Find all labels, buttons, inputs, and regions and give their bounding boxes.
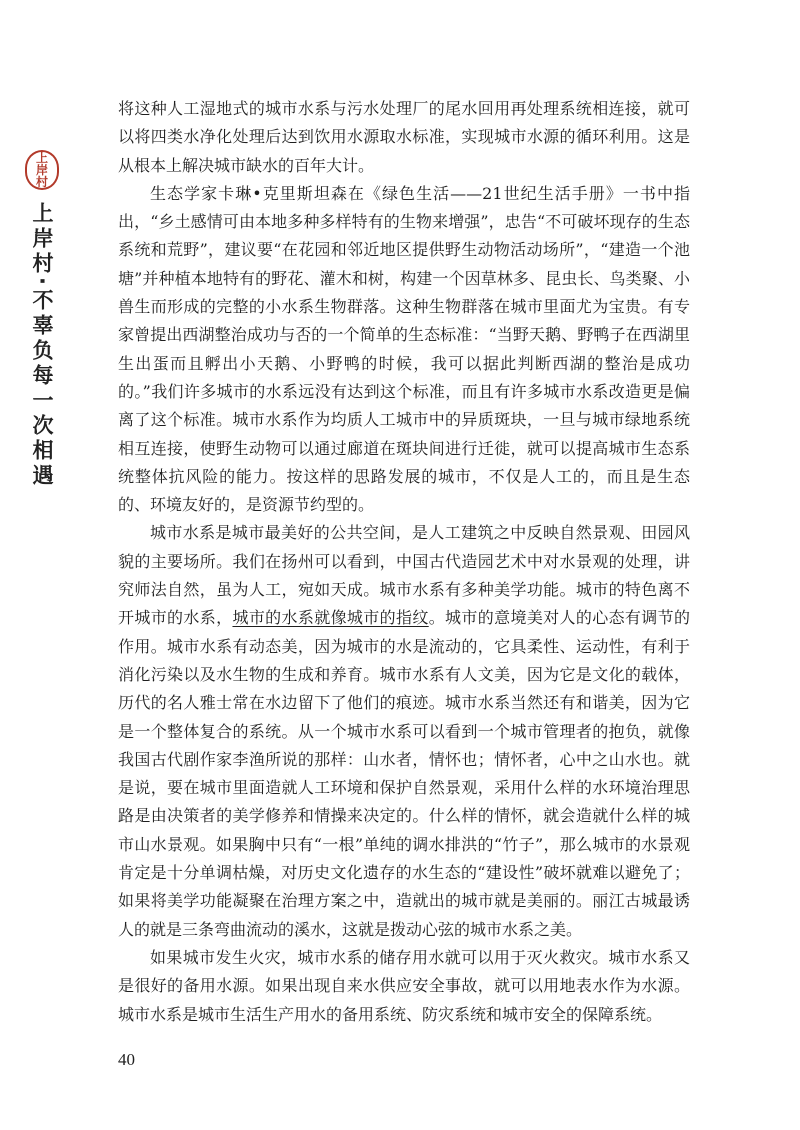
page-number: 40 — [118, 1050, 135, 1069]
body-text — [118, 95, 690, 1029]
paragraph-3 — [118, 519, 690, 943]
seal-char: 村 — [35, 175, 48, 189]
paragraph-1: 将这种人工湿地式的城市水系与污水处理厂的尾水回用再处理系统相连接，就可以将四类水净化处理后达到饮用水源取水标准，实现城市水源的循环利用。这是从根本上解决城市缺水的百年大计。 — [118, 99, 690, 175]
paragraph-3-part-a: 城市水系是城市最美好的公共空间，是人工建筑之中反映自然景观、田园风貌的主要场所。我们在扬州可以看到，中国古代造园艺术中对水景观的处理，讲究师法自然，虽为人工，宛如天成。城市水系有多种美学功能。城市的特色离不开城市的水系， — [118, 523, 690, 628]
side-rail — [22, 150, 62, 489]
seal-char: 上 — [35, 151, 48, 165]
underlined-phrase: 城市的水系就像城市的指纹 — [232, 608, 429, 628]
paragraph-2: 生态学家卡琳•克里斯坦森在《绿色生活——21世纪生活手册》一书中指出，“乡土感情可由本地多种多样特有的生物来增强”，忠告“不可破坏现存的生态系统和荒野”，建议要“在花园和邻近地区提供野生动物活动场所”，“建造一个池塘”并种植本地特有的野花、灌木和树，构建一个因草林多、昆虫长、鸟类聚、小兽生而形成的完整的小水系生物群落。这种生物群落在城市里面尤为宝贵。有专家曾提出西湖整治成功与否的一个简单的生态标准：“当野天鹅、野鸭子在西湖里生出蛋而且孵出小天鹅、小野鸭的时候，我可以据此判断西湖的整治是成功的。”我们许多城市的水系远没有达到这个标准，而且有许多城市水系改造更是偏离了这个标准。城市水系作为均质人工城市中的异质斑块，一旦与城市绿地系统相互连接，使野生动物可以通过廊道在斑块间进行迁徙，就可以提高城市生态系统整体抗风险的能力。按这样的思路发展的城市，不仅是人工的，而且是生态的、环境友好的，是资源节约型的。 — [118, 183, 690, 515]
running-title: 上岸村·不辜负每一次相遇 — [30, 202, 54, 489]
paragraph-4: 如果城市发生火灾，城市水系的储存用水就可以用于灭火救灾。城市水系又是很好的备用水源。如果出现自来水供应安全事故，就可以用地表水作为水源。城市水系是城市生活生产用水的备用系统、防灾系统和城市安全的保障系统。 — [118, 947, 690, 1024]
seal-stamp — [25, 150, 59, 190]
paragraph-3-part-b: 。城市的意境美对人的心态有调节的作用。城市水系有动态美，因为城市的水是流动的，它具柔性、运动性，有利于消化污染以及水生物的生成和养育。城市水系有人文美，因为它是文化的载体，历代的名人雅士常在水边留下了他们的痕迹。城市水系当然还有和谐美，因为它是一个整体复合的系统。从一个城市水系可以看到一个城市管理者的抱负，就像我国古代剧作家李渔所说的那样：山水者，情怀也；情怀者，心中之山水也。就是说，要在城市里面造就人工环境和保护自然景观，采用什么样的水环境治理思路是由决策者的美学修养和情操来决定的。什么样的情怀，就会造就什么样的城市山水景观。如果胸中只有“一根”单纯的调水排洪的“竹子”，那么城市的水景观肯定是十分单调枯燥，对历史文化遗存的水生态的“建设性”破坏就难以避免了；如果将美学功能凝聚在治理方案之中，造就出的城市就是美丽的。丽江古城最诱人的就是三条弯曲流动的溪水，这就是拨动心弦的城市水系之美。 — [118, 608, 690, 939]
seal-char: 岸 — [35, 163, 48, 177]
